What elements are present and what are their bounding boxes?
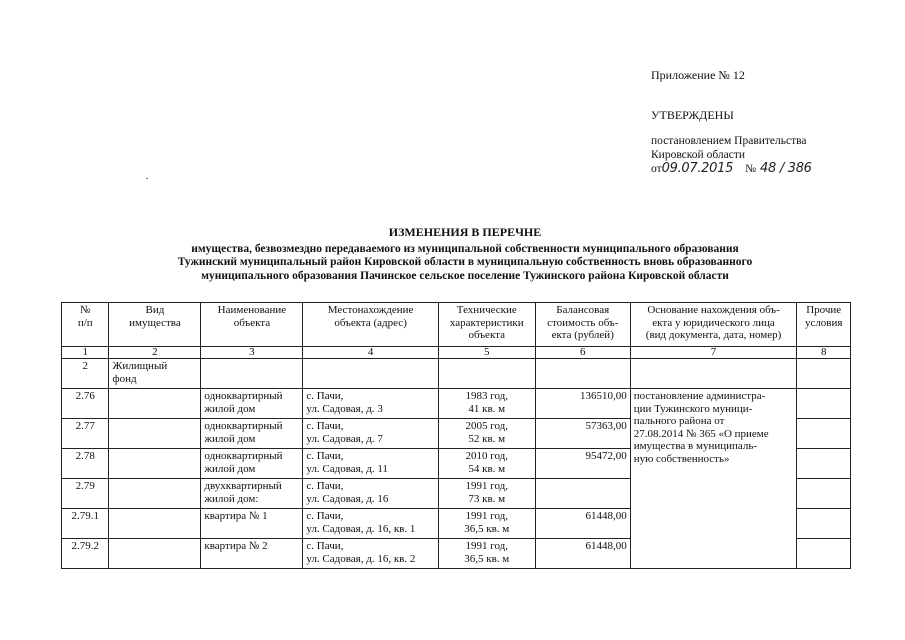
column-header-line: стоимость объ- <box>547 316 619 329</box>
column-number <box>630 347 797 359</box>
column-number-line: 2 <box>152 346 158 358</box>
object-address-line: ул. Садовая, д. 16, кв. 2 <box>306 552 416 565</box>
column-header-line: объекта (адрес) <box>334 316 407 329</box>
other-conditions <box>797 509 851 539</box>
row-number-line: 2.79.2 <box>71 540 99 552</box>
column-header <box>201 303 303 347</box>
object-name-line: одноквартирный <box>204 450 283 462</box>
balance-value <box>535 479 630 509</box>
object-address-line: с. Пачи, <box>306 450 344 462</box>
empty-cell <box>201 359 303 389</box>
balance-value-line: 61448,00 <box>585 510 627 522</box>
column-header-line: (вид документа, дата, номер) <box>645 329 782 341</box>
column-number-line: 4 <box>367 346 374 358</box>
balance-value <box>535 449 630 479</box>
column-header <box>109 303 201 347</box>
row-number <box>62 539 109 569</box>
object-characteristics-line: 2005 год, <box>465 420 509 432</box>
column-header-line: условия <box>804 316 843 329</box>
object-address-line: ул. Садовая, д. 16 <box>306 492 389 505</box>
object-address <box>303 389 438 419</box>
object-name-line: квартира № 1 <box>204 510 268 522</box>
other-conditions <box>797 449 851 479</box>
object-name <box>201 389 303 419</box>
property-table <box>61 302 851 569</box>
decree-block <box>651 134 812 176</box>
column-number-line: 1 <box>82 346 88 358</box>
column-number <box>109 347 201 359</box>
decree-line: постановлением Правительства <box>651 135 807 147</box>
column-number <box>797 347 851 359</box>
decree-number-label: № <box>745 163 757 175</box>
property-kind <box>109 539 201 569</box>
other-conditions <box>797 419 851 449</box>
column-header-line: Технические <box>456 304 517 316</box>
section-row <box>62 359 851 389</box>
row-number-line: 2.79 <box>75 480 95 492</box>
title-line: Тужинский муниципальный район Кировской области в муниципальную собственность вновь образованного <box>177 256 753 268</box>
column-number-line: 8 <box>820 346 827 358</box>
column-header-line: екта у юридического лица <box>652 316 775 329</box>
appendix-label: Приложение № 12 <box>651 68 745 82</box>
column-number-line: 5 <box>484 346 490 358</box>
document-title <box>70 226 860 283</box>
object-address <box>303 419 438 449</box>
ownership-basis-line: 27.08.2014 № 365 «О приеме <box>633 427 769 440</box>
object-name <box>201 479 303 509</box>
balance-value-line: 57363,00 <box>585 420 627 432</box>
object-address-line: с. Пачи, <box>306 510 344 522</box>
other-conditions <box>797 389 851 419</box>
empty-cell <box>303 359 438 389</box>
column-header-line: характеристики <box>449 316 524 329</box>
decree-from: от <box>651 163 662 175</box>
balance-value <box>535 539 630 569</box>
object-address-line: с. Пачи, <box>306 540 344 552</box>
property-kind <box>109 389 201 419</box>
object-address-line: ул. Садовая, д. 7 <box>306 432 383 445</box>
row-number <box>62 509 109 539</box>
object-characteristics-line: 52 кв. м <box>468 432 506 445</box>
column-header-line: Наименование <box>217 304 287 316</box>
object-characteristics-line: 54 кв. м <box>468 462 506 475</box>
row-number-line: 2 <box>82 360 88 372</box>
object-address-line: с. Пачи, <box>306 420 344 432</box>
column-header-line: объекта <box>468 329 505 341</box>
column-number-row <box>62 347 851 359</box>
object-characteristics-line: 73 кв. м <box>468 492 506 505</box>
object-address <box>303 479 438 509</box>
title-line: имущества, безвозмездно передаваемого из муниципальной собственности муниципального образования <box>191 242 739 255</box>
row-number-line: 2.76 <box>75 390 95 402</box>
title-line: муниципального образования Пачинское сельское поселение Тужинского района Кировской области <box>201 269 729 282</box>
column-number <box>438 347 535 359</box>
row-number <box>62 359 109 389</box>
object-characteristics-line: 36,5 кв. м <box>464 552 510 565</box>
object-name <box>201 419 303 449</box>
object-address-line: ул. Садовая, д. 16, кв. 1 <box>306 522 416 535</box>
balance-value <box>535 389 630 419</box>
table-row <box>62 389 851 419</box>
object-address <box>303 509 438 539</box>
column-header-line: № <box>79 304 91 316</box>
object-name <box>201 539 303 569</box>
object-address-line: с. Пачи, <box>306 480 344 492</box>
ownership-basis-line: пального района от <box>633 415 725 427</box>
object-characteristics-line: 1991 год, <box>465 540 509 552</box>
other-conditions <box>797 479 851 509</box>
property-kind <box>109 479 201 509</box>
column-number <box>303 347 438 359</box>
column-number <box>62 347 109 359</box>
object-characteristics <box>438 539 535 569</box>
column-header-line: Прочие <box>806 304 842 316</box>
column-header-line: Вид <box>145 304 165 316</box>
column-number-line: 3 <box>249 346 255 358</box>
balance-value <box>535 419 630 449</box>
object-characteristics-line: 36,5 кв. м <box>464 522 510 535</box>
object-address-line: ул. Садовая, д. 11 <box>306 462 388 475</box>
row-number <box>62 449 109 479</box>
ownership-basis-line: ную собственность» <box>633 452 730 465</box>
ownership-basis-line: постановление администра- <box>633 390 766 402</box>
object-name-line: одноквартирный <box>204 390 283 402</box>
object-characteristics <box>438 479 535 509</box>
column-header-line: п/п <box>77 316 93 329</box>
object-characteristics <box>438 389 535 419</box>
column-header-line: Местонахождение <box>327 304 414 316</box>
column-number-line: 7 <box>710 346 717 358</box>
column-number-line: 6 <box>579 346 586 358</box>
approved-label: УТВЕРЖДЕНЫ <box>651 108 734 122</box>
row-number <box>62 479 109 509</box>
object-address <box>303 449 438 479</box>
balance-value-line: 95472,00 <box>585 450 627 462</box>
object-characteristics <box>438 419 535 449</box>
row-number <box>62 419 109 449</box>
decree-date-handwritten: 09.07.2015 <box>661 161 734 176</box>
scan-speck <box>146 178 148 179</box>
object-characteristics-line: 41 кв. м <box>468 402 506 415</box>
object-name <box>201 449 303 479</box>
ownership-basis-line: ции Тужинского муници- <box>633 402 753 415</box>
column-number <box>201 347 303 359</box>
object-characteristics <box>438 449 535 479</box>
object-characteristics-line: 2010 год, <box>465 450 509 462</box>
column-header-line: Балансовая <box>556 304 610 316</box>
column-header <box>62 303 109 347</box>
balance-value <box>535 509 630 539</box>
column-header <box>535 303 630 347</box>
object-address-line: ул. Садовая, д. 3 <box>306 402 383 415</box>
property-kind <box>109 359 201 389</box>
property-kind <box>109 419 201 449</box>
column-header-line: объекта <box>233 316 271 329</box>
empty-cell <box>438 359 535 389</box>
column-header-line: имущества <box>129 316 181 329</box>
property-kind <box>109 449 201 479</box>
column-number <box>535 347 630 359</box>
ownership-basis-line: имущества в муниципаль- <box>633 440 758 452</box>
object-characteristics-line: 1983 год, <box>465 390 509 402</box>
object-name-line: жилой дом: <box>204 492 259 505</box>
object-address <box>303 539 438 569</box>
object-name-line: двухквартирный <box>204 480 282 492</box>
decree-number-handwritten: 48 / 386 <box>760 161 812 176</box>
object-name <box>201 509 303 539</box>
object-characteristics-line: 1991 год, <box>465 510 509 522</box>
column-header <box>303 303 438 347</box>
title-line: ИЗМЕНЕНИЯ В ПЕРЕЧНЕ <box>388 225 542 239</box>
object-characteristics <box>438 509 535 539</box>
row-number <box>62 389 109 419</box>
other-conditions <box>797 539 851 569</box>
property-kind-line: фонд <box>112 372 137 385</box>
decree-ref <box>651 162 812 176</box>
table-header-row <box>62 303 851 347</box>
ownership-basis <box>630 389 797 569</box>
row-number-line: 2.77 <box>75 420 95 432</box>
object-characteristics-line: 1991 год, <box>465 480 509 492</box>
row-number-line: 2.79.1 <box>71 510 99 522</box>
object-address-line: с. Пачи, <box>306 390 344 402</box>
property-kind-line: Жилищный <box>112 360 168 372</box>
column-header-line: екта (рублей) <box>551 329 614 341</box>
object-name-line: жилой дом <box>204 402 256 415</box>
object-name-line: жилой дом <box>204 462 256 475</box>
decree-line: Кировской области <box>651 149 746 161</box>
object-name-line: одноквартирный <box>204 420 283 432</box>
column-header <box>797 303 851 347</box>
column-header <box>630 303 797 347</box>
row-number-line: 2.78 <box>75 450 95 462</box>
empty-cell <box>535 359 630 389</box>
property-kind <box>109 509 201 539</box>
empty-cell <box>630 359 797 389</box>
empty-cell <box>797 359 851 389</box>
column-header <box>438 303 535 347</box>
column-header-line: Основание нахождения объ- <box>647 304 780 316</box>
balance-value-line: 61448,00 <box>585 540 627 552</box>
object-name-line: жилой дом <box>204 432 256 445</box>
balance-value-line: 136510,00 <box>579 390 627 402</box>
object-name-line: квартира № 2 <box>204 540 268 552</box>
